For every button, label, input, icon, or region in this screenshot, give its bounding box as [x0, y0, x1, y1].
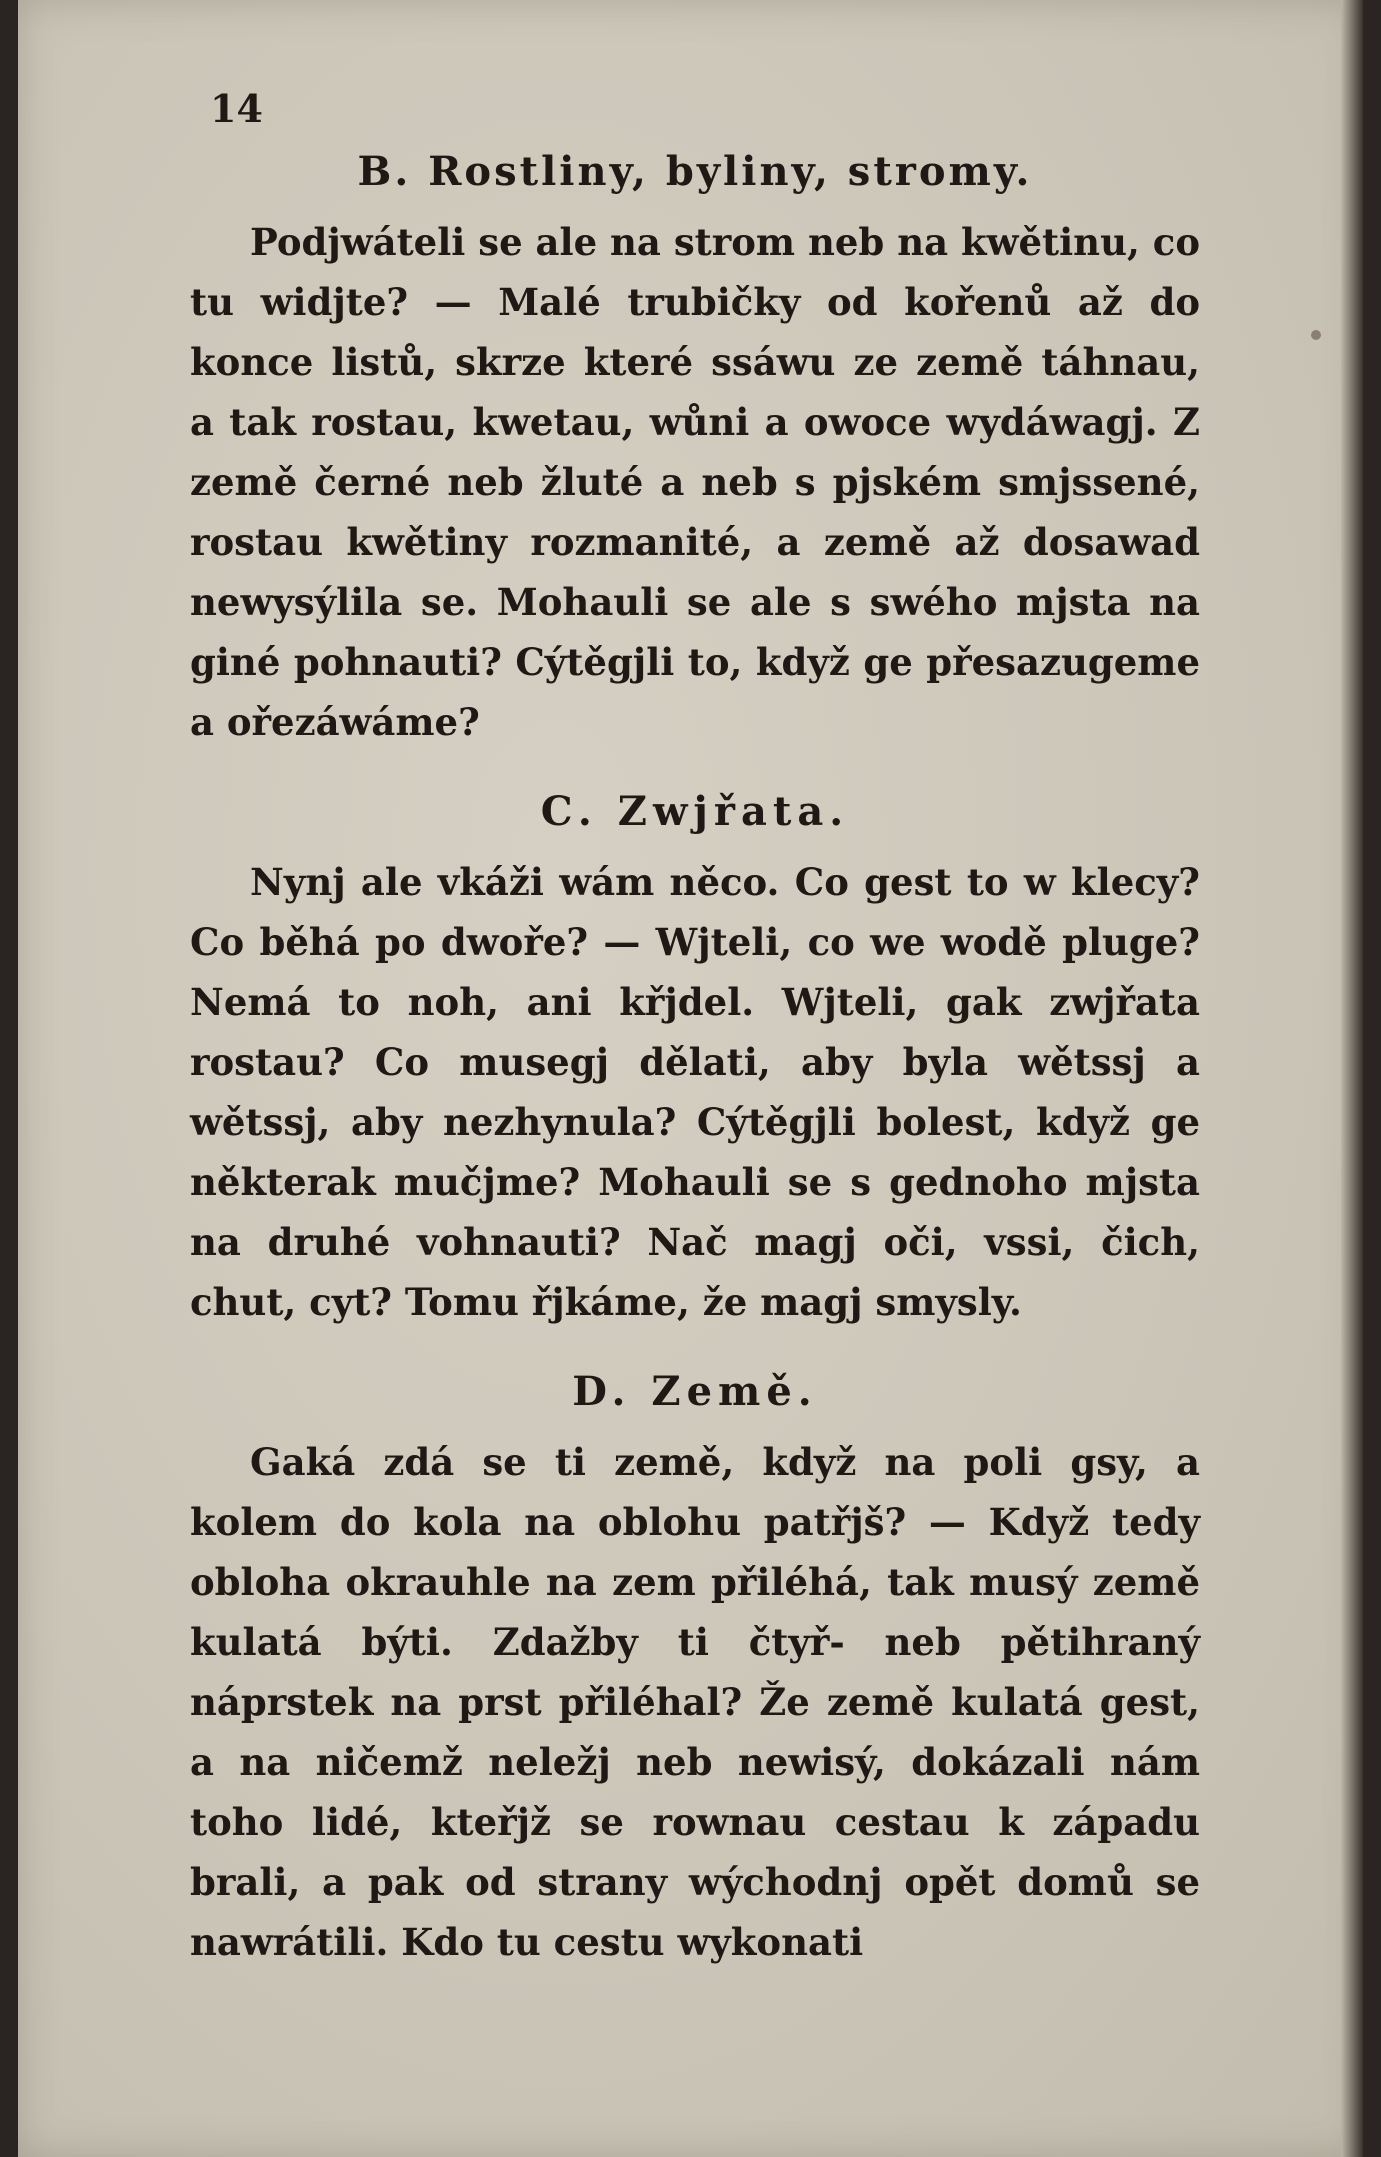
ink-spot: [1311, 330, 1321, 340]
section-paragraph-plants: Podjwáteli se ale na strom neb na kwětinu, co tu widjte? — Malé trubičky od kořenů až do konce listů, skrze které ssáwu ze země táhnau, a tak rostau, kwetau, wůni a owoce wydáwagj. Z země černé neb žluté a neb s pjském smjssené, rostau kwětiny rozmanité, a země až dosawad newysýlila se. Mohauli se ale s swého mjsta na giné pohnauti? Cýtěgjli to, když ge přesazugeme a ořezáwáme?: [190, 220, 1200, 744]
section-paragraph-earth: Gaká zdá se ti země, když na poli gsy, a kolem do kola na oblohu patřjš? — Když tedy obloha okrauhle na zem přiléhá, tak musý země kulatá býti. Zdažby ti čtyř- neb pětihraný náprstek na prst přiléhal? Že země kulatá gest, a na ničemž neležj neb newisý, dokázali nám toho lidé, kteřjž se rownau cestau k západu brali, a pak od strany wýchodnj opět domů se nawrátili. Kdo tu cestu wykonati: [190, 1440, 1200, 1964]
book-page: [18, 0, 1363, 2157]
section-heading-plants: B. Rostliny, byliny, stromy.: [357, 148, 1033, 195]
section-paragraph-animals: Nynj ale vkáži wám něco. Co gest to w klecy? Co běhá po dwoře? — Wjteli, co we wodě pluge? Nemá to noh, ani křjdel. Wjteli, gak zwjřata rostau? Co musegj dělati, aby byla wětssj a wětssj, aby nezhynula? Cýtěgjli bolest, když ge některak mučjme? Mohauli se s gednoho mjsta na druhé vohnauti? Nač magj oči, vssi, čich, chut, cyt? Tomu řjkáme, že magj smysly.: [190, 860, 1200, 1324]
section-heading-earth: D. Země.: [572, 1368, 818, 1415]
page-number: 14: [210, 86, 263, 131]
page-gutter: [1341, 0, 1363, 2157]
section-heading-animals: C. Zwjřata.: [540, 788, 850, 835]
page-text: [190, 86, 1200, 1972]
